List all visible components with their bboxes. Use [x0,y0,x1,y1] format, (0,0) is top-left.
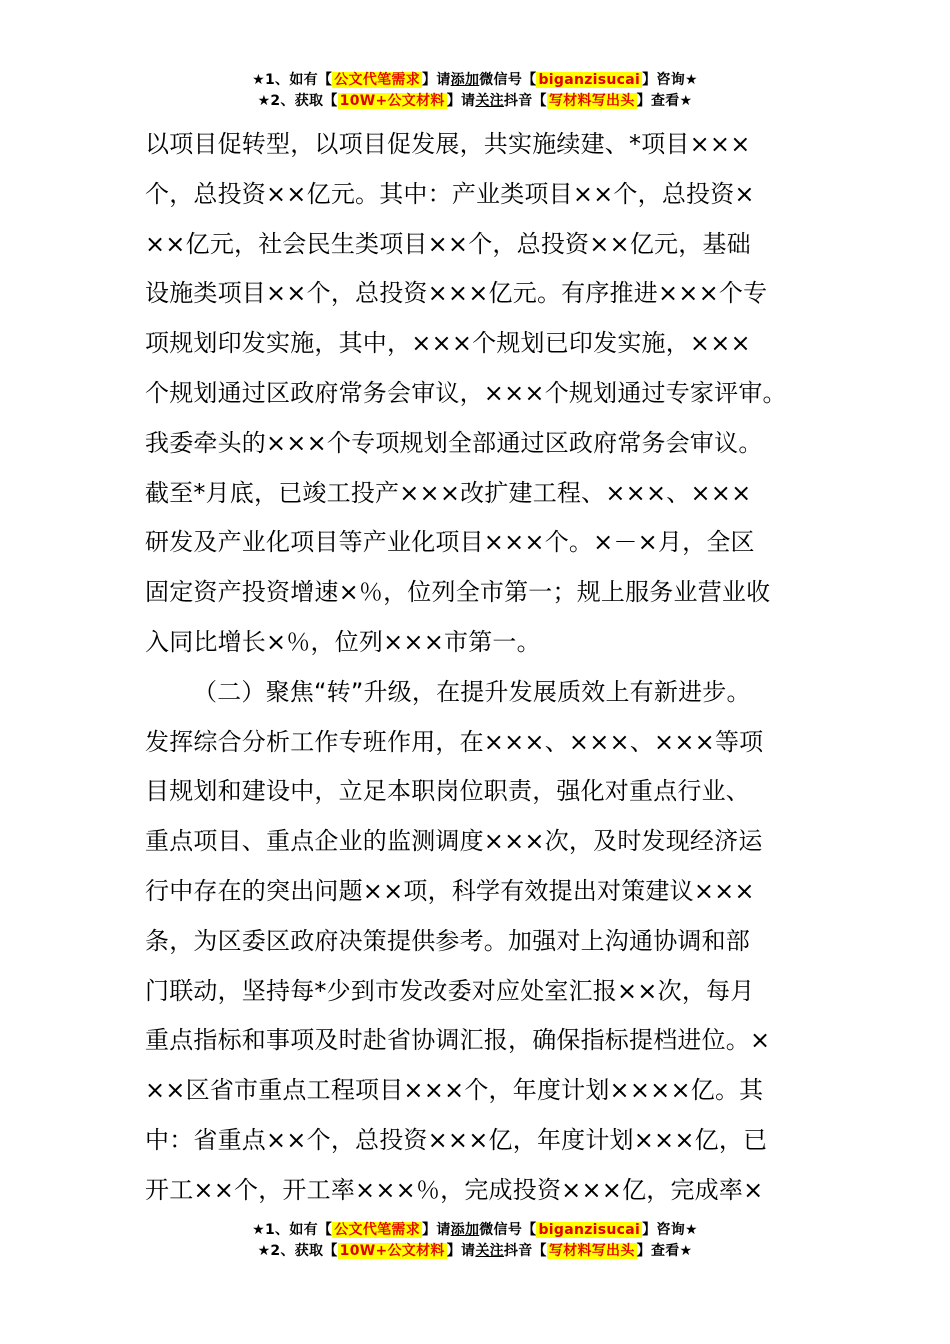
banner-text: ★1、如有【 [252,1222,333,1238]
footer-banner [0,1220,950,1262]
text-line: 截至*月底，已竣工投产×××改扩建工程、×××、××× [145,478,752,507]
banner-underlined-text: 添加 [450,72,480,88]
banner-highlight: biganzisucai [538,72,641,88]
text-line: 条，为区委区政府决策提供参考。加强对上沟通协调和部 [145,926,750,955]
banner-text: 】请 [422,72,451,88]
text-line: 项规划印发实施，其中，×××个规划已印发实施，××× [145,329,751,358]
text-line: 以项目促转型，以项目促发展，共实施续建、*项目××× [145,130,751,158]
text-line: ××亿元，社会民生类项目××个，总投资××亿元，基础 [145,229,751,258]
banner-text: 微信号【 [479,1222,537,1238]
text-line: 发挥综合分析工作专班作用，在×××、×××、×××等项 [145,727,764,756]
paragraph-2 [145,668,810,1216]
banner-highlight: 10W+公文材料 [339,1243,445,1259]
text-line: 行中存在的突出问题××项，科学有效提出对策建议××× [145,876,755,905]
banner-highlight: biganzisucai [538,1222,641,1238]
text-line: 个，总投资××亿元。其中：产业类项目××个，总投资× [145,179,755,208]
banner-text: 】请 [446,93,476,109]
banner-text: 】查看★ [636,93,693,109]
text-line: 开工××个，开工率×××％，完成投资×××亿，完成率× [145,1175,764,1204]
text-line: 重点指标和事项及时赴省协调汇报，确保指标提档进位。× [145,1026,771,1055]
text-line: 入同比增长×％，位列×××市第一。 [145,627,541,656]
paragraph-1 [145,120,810,668]
text-line: 我委牵头的×××个专项规划全部通过区政府常务会审议。 [145,428,763,457]
document-body [145,120,810,1216]
text-line: 门联动，坚持每*少到市发改委对应处室汇报××次，每月 [145,976,755,1005]
banner-text: ★2、获取【 [257,93,338,109]
banner-text: 】查看★ [636,1243,693,1259]
header-banner [0,70,950,112]
text-line: 中：省重点××个，总投资×××亿，年度计划×××亿，已 [145,1125,768,1154]
banner-line-1 [0,70,950,91]
banner-line-2 [0,1241,950,1262]
banner-text: 抖音【 [503,1243,547,1259]
text-line: 重点项目、重点企业的监测调度×××次，及时发现经济运 [145,827,763,856]
banner-underlined-text: 关注 [475,1243,504,1259]
banner-line-2 [0,91,950,112]
text-line: 研发及产业化项目等产业化项目×××个。×－×月，全区 [145,528,755,557]
banner-text: ★1、如有【 [252,72,333,88]
banner-text: 】请 [446,1243,476,1259]
banner-text: 】请 [422,1222,451,1238]
banner-highlight: 写材料写出头 [548,1243,635,1259]
text-line: 目规划和建设中，立足本职岗位职责，强化对重点行业、 [145,777,750,806]
text-line: 个规划通过区政府常务会审议，×××个规划通过专家评审。 [145,378,787,407]
banner-line-1 [0,1220,950,1241]
banner-underlined-text: 关注 [475,93,504,109]
banner-text: 】咨询★ [642,1222,698,1238]
text-line: 固定资产投资增速×％，位列全市第一；规上服务业营业收 [145,578,771,607]
banner-text: 微信号【 [479,72,537,88]
banner-underlined-text: 添加 [450,1222,480,1238]
text-line: 设施类项目××个，总投资×××亿元。有序推进×××个专 [145,279,768,308]
banner-highlight: 写材料写出头 [548,93,635,109]
banner-text: 抖音【 [503,93,547,109]
banner-highlight: 公文代笔需求 [334,72,421,88]
banner-text: 】咨询★ [642,72,698,88]
text-line: ××区省市重点工程项目×××个，年度计划××××亿。其 [145,1076,764,1105]
banner-text: ★2、获取【 [257,1243,338,1259]
banner-highlight: 公文代笔需求 [334,1222,421,1238]
section-heading-line: （二）聚焦“转”升级，在提升发展质效上有新进步。 [193,677,751,706]
banner-highlight: 10W+公文材料 [339,93,445,109]
